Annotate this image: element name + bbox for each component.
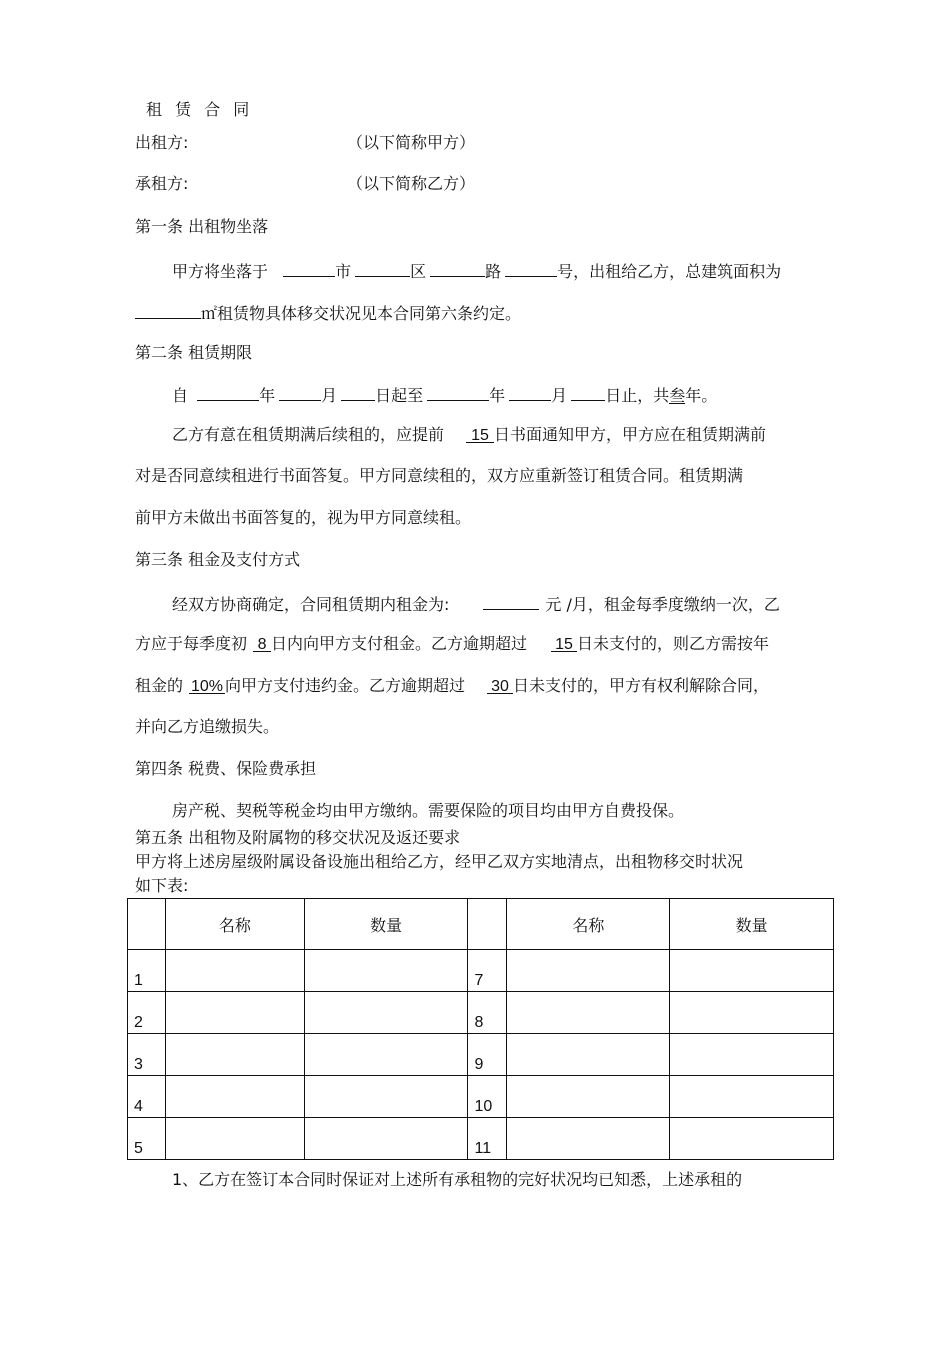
table-cell — [165, 1118, 304, 1160]
table-cell — [165, 1076, 304, 1118]
article2-renew-line1 — [172, 425, 766, 445]
text: 日起至 — [375, 386, 424, 405]
term-years: 叁 — [669, 388, 686, 405]
table-header-cell — [468, 899, 507, 950]
row-number: 4 — [128, 1076, 166, 1118]
table-cell — [507, 1034, 670, 1076]
text: 日书面通知甲方，甲方应在租赁期满前 — [494, 425, 767, 444]
table-cell — [507, 950, 670, 992]
table-row — [128, 1118, 834, 1160]
table-cell — [670, 992, 834, 1034]
text: 年。 — [685, 386, 718, 405]
article3-line4: 并向乙方追缴损失。 — [135, 717, 280, 736]
blank-field — [505, 259, 557, 277]
pay-day: 8 — [253, 634, 271, 652]
clause-1: 1、乙方在签订本合同时保证对上述所有承租物的完好状况均已知悉，上述承租的 — [172, 1170, 743, 1189]
text: 日内向甲方支付租金。乙方逾期超过 — [271, 634, 528, 653]
row-number: 7 — [468, 950, 507, 992]
table-cell — [507, 992, 670, 1034]
text: 日未支付的，甲方有权利解除合同， — [513, 676, 770, 695]
table-cell — [670, 1076, 834, 1118]
text: 日止，共 — [605, 386, 670, 405]
text: 租金的 — [135, 676, 184, 695]
table-cell — [304, 950, 468, 992]
blank-field — [197, 383, 259, 401]
article3-line1 — [172, 592, 780, 615]
contract-title: 租 赁 合 同 — [146, 100, 254, 119]
text: ㎡租赁物具体移交状况见本合同第六条约定。 — [201, 304, 522, 323]
blank-field — [483, 592, 539, 610]
table-row — [128, 950, 834, 992]
table-cell — [670, 950, 834, 992]
blank-field — [427, 383, 489, 401]
table-header-cell — [128, 899, 166, 950]
terminate-days: 30 — [487, 676, 513, 694]
table-row — [128, 1034, 834, 1076]
table-header-row — [128, 899, 834, 950]
table-cell — [165, 1034, 304, 1076]
row-number: 9 — [468, 1034, 507, 1076]
text: 元 /月，租金每季度缴纳一次，乙 — [545, 595, 780, 614]
row-number: 2 — [128, 992, 166, 1034]
table-cell — [304, 1118, 468, 1160]
blank-field — [283, 259, 335, 277]
table-row — [128, 1076, 834, 1118]
text: 年 — [489, 386, 506, 405]
table-header-cell: 名称 — [165, 899, 304, 950]
blank-field — [279, 383, 321, 401]
article2-renew-line3: 前甲方未做出书面答复的，视为甲方同意续租。 — [135, 508, 472, 527]
lessor-label: 出租方: — [135, 133, 189, 152]
lessee-note: （以下简称乙方） — [347, 174, 476, 193]
blank-field — [430, 259, 485, 277]
article1-heading: 第一条 出租物坐落 — [135, 217, 269, 236]
table-header-cell: 名称 — [507, 899, 670, 950]
row-number: 10 — [468, 1076, 507, 1118]
text: 月 — [551, 386, 568, 405]
table-cell — [670, 1034, 834, 1076]
article5-para2: 如下表: — [135, 876, 189, 895]
article3-line3 — [135, 676, 769, 696]
penalty-rate: 10% — [191, 678, 224, 695]
text: 向甲方支付违约金。乙方逾期超过 — [225, 676, 466, 695]
text: 日未支付的，则乙方需按年 — [577, 634, 770, 653]
text: 年 — [259, 386, 276, 405]
table-header-cell: 数量 — [670, 899, 834, 950]
blank-field — [341, 383, 375, 401]
article5-para1: 甲方将上述房屋级附属设备设施出租给乙方，经甲乙双方实地清点，出租物移交时状况 — [135, 852, 744, 871]
row-number: 8 — [468, 992, 507, 1034]
table-cell — [304, 992, 468, 1034]
blank-field — [509, 383, 551, 401]
row-number: 11 — [468, 1118, 507, 1160]
text: 甲方将坐落于 — [172, 262, 269, 281]
article2-term-line — [172, 383, 717, 406]
row-number: 1 — [128, 950, 166, 992]
article4-heading: 第四条 税费、保险费承担 — [135, 759, 317, 778]
article2-heading: 第二条 租赁期限 — [135, 343, 253, 362]
blank-field — [355, 259, 410, 277]
table-header-cell: 数量 — [304, 899, 468, 950]
table-cell — [670, 1118, 834, 1160]
renew-notice-days: 15 — [466, 425, 494, 443]
table-cell — [304, 1076, 468, 1118]
text: 经双方协商确定，合同租赁期内租金为: — [172, 595, 450, 614]
handover-table — [127, 898, 834, 1160]
lessee-label: 承租方: — [135, 174, 189, 193]
article1-para2 — [135, 301, 521, 324]
table-cell — [507, 1118, 670, 1160]
text: 方应于每季度初 — [135, 634, 248, 653]
article1-para1 — [172, 259, 781, 282]
table-cell — [304, 1034, 468, 1076]
late-days: 15 — [551, 634, 577, 652]
article2-renew-line2: 对是否同意续租进行书面答复。甲方同意续租的，双方应重新签订租赁合同。租赁期满 — [135, 466, 744, 485]
text: 路 — [485, 262, 502, 281]
lessor-note: （以下简称甲方） — [347, 133, 476, 152]
row-number: 5 — [128, 1118, 166, 1160]
article3-line2 — [135, 634, 769, 654]
article4-para: 房产税、契税等税金均由甲方缴纳。需要保险的项目均由甲方自费投保。 — [172, 801, 685, 820]
blank-field — [571, 383, 605, 401]
text: 月 — [321, 386, 338, 405]
text: 乙方有意在租赁期满后续租的，应提前 — [172, 425, 445, 444]
article3-heading: 第三条 租金及支付方式 — [135, 550, 301, 569]
text: 自 — [172, 386, 189, 405]
text: 号，出租给乙方，总建筑面积为 — [557, 262, 782, 281]
table-cell — [507, 1076, 670, 1118]
row-number: 3 — [128, 1034, 166, 1076]
text: 区 — [410, 262, 427, 281]
blank-field — [135, 301, 201, 319]
lessor-line — [135, 133, 188, 153]
lessee-line — [135, 174, 188, 194]
table-cell — [165, 992, 304, 1034]
text: 市 — [335, 262, 352, 281]
article5-heading: 第五条 出租物及附属物的移交状况及返还要求 — [135, 828, 461, 847]
table-cell — [165, 950, 304, 992]
table-row — [128, 992, 834, 1034]
